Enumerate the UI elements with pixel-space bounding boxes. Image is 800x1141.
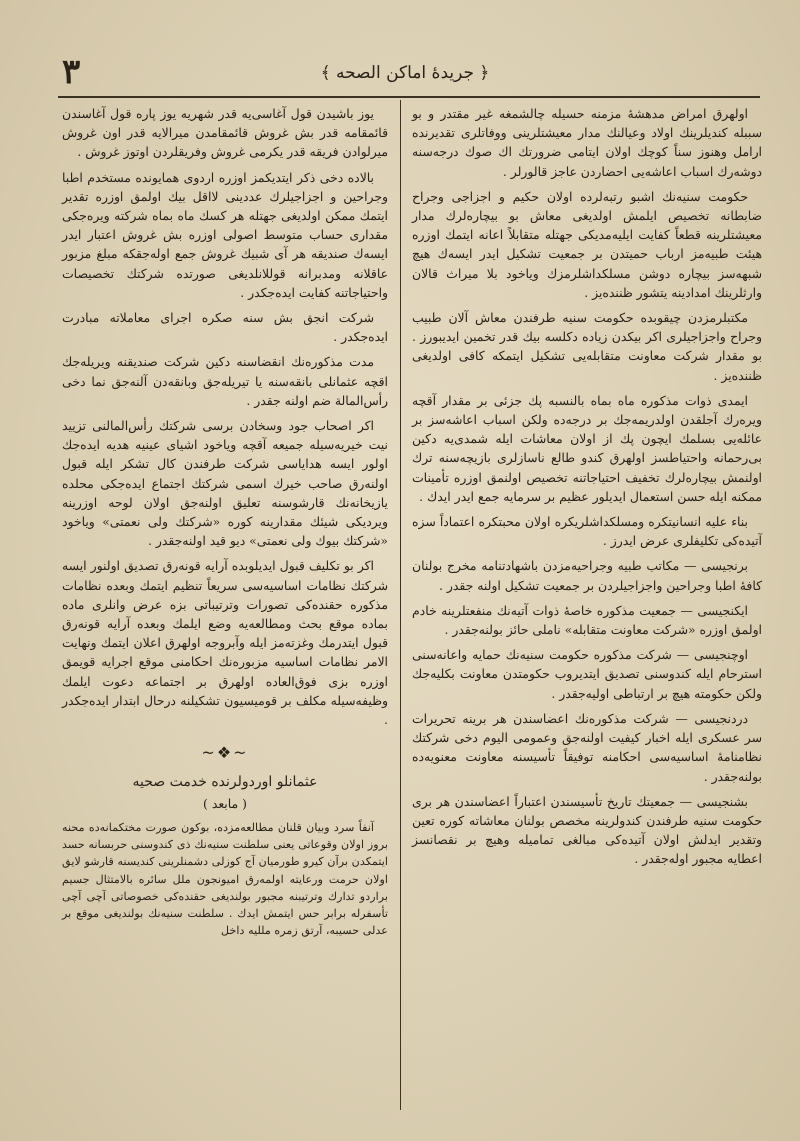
paragraph: مدت مذكوره‌نك انقضاسنه دكين شركت صنديقنه ويريله‌جك اقچه عثمانلى بانقه‌سنه يا تيريله‌جق وبانقه‌دن آلنه‌جق نما دخى رأس‌المالة ضم اولنه جقدر .	[62, 354, 388, 408]
section-subtitle: ( مابعد )	[203, 795, 247, 811]
section-body: آنفاً سرد وبيان قلنان مطالعه‌مزده، بوكون صورت مختكمانه‌ده محنه بروز اولان وقوعاتى يعنى سلطنت سنيه‌نك ذى كندوسنى حربسانه حسد ايتمكدن برآن كيرو طورميان آج كوزلى دشمنلرينى كنديسنه قارشو لايق اولان حرمت ورعايته اولمه‌رق اميونجون ملل سائره بالامتثال جسيم براردو تدارك وترتيبنه مجبور بولنديغى حقنده‌كى خصوصاتى آچى آچى تأسفرله برابر حس ايتمش ايدك . سلطنت سنيه‌نك بولنديغى موقع بر عدلى حسيبه، آرتق زمره ملليه داخل	[62, 820, 388, 938]
masthead-title: ﴿ جريدهٔ اماكن الصحه ﴾	[320, 63, 490, 83]
paragraph: اوچنجيسى — شركت مذكوره حكومت سنيه‌نك حمايه واعانه‌سنى استرحام ايله كندوسنى تصديق ايتديروب حكومتدن معاونت بكليه‌جك ولكن حكومته هيچ بر ارتباطى اوليه‌جقدر .	[412, 647, 762, 701]
paragraph: برنجيسى — مكاتب طبيه وجراحيه‌مزدن باشهادتنامه مخرج بولنان كافهٔ اطبا وجراحين واجزاجيلردن بر جمعيت تشكيل اولنه جقدر .	[412, 558, 762, 593]
column-divider	[400, 100, 401, 1110]
paragraph: اكر بو تكليف قبول ايديلوبده آرايه قونه‌رق تصديق اولنور ايسه شركتك نظامات اساسيه‌سى سريعاً تنظيم ايتمك وبعده نظامات مذكوره حقنده‌كى تصورات وترتيباتى بزه عرض وانلرى ماده بماده موقع بحث ومطالعه‌يه وضع ايلمك وبعده آرايه قونه‌رق قبول ايتدرمك وغزته‌مز ايله وآبروجه اولهرق اعلان ايتمك ونهايت الامر نظامات اساسيه مزبوره‌نك احكامنى موقع اجرايه قويمق اوزره بزى فوق‌العاده اولهرق بر اجتماعه دعوت ايلمك وظيفه‌سيله مكلف بر قوميسيون تشكيلنه درحال ابتدار ايده‌جكدر .	[62, 558, 388, 728]
paragraph: اولهرق امراض مدهشهٔ مزمنه حسيله چالشمغه غير مقتدر و بو سببله كنديلرينك اولاد وعيالنك مدار معيشتلرينى ووفاتلرى تقديرنده ارامل وهنوز سناً كوچك اولان ايتامى ضرورتك اك صوك درجه‌سنه دوشه‌رك اسباب اعاشه‌يى احضاردن عاجز قالورلر .	[412, 106, 762, 179]
paragraph: يوز باشيدن قول آغاسى‌يه قدر شهريه يوز پاره قول آغاسندن قائمقامه قدر بش غروش قائمقامدن ميرالايه قدر اون غروش ميرلوادن فريقه قدر يكرمى غروش وفريقلردن اوتوز غروش .	[62, 106, 388, 160]
paragraph: بناء عليه انسانيتكره ومسلكداشلريكره اولان محبتكره اعتماداً سزه آتيده‌كى تكليفلرى عرض ايدرز .	[412, 514, 762, 549]
page-header	[40, 52, 770, 94]
paragraph: مكتبلرمزدن چيقوبده حكومت سنيه طرفندن معاش آلان طبيب وجراح واجزاجيلرى اكر بيكدن زياده دكلسه بيك قدر تخمين ايديبورز . بو مقدار شركت معاونت متقابله‌يى تشكيل ايتمكه كافى اولديغى ظننده‌يز .	[412, 310, 762, 383]
paragraph: بشنجيسى — جمعيتك تاريخ تأسيسندن اعتباراً اعضاسندن هر برى حكومت سنيه طرفندن كندولرينه مخصص بولنان معاشاته كوره تعين وتقدير ايدلش اولان آتيده‌كى مبالغى تماميله وهيچ بر نقصانسز اعطايه مجبور اوله‌جقدر .	[412, 793, 762, 867]
paragraph: دردنجيسى — شركت مذكوره‌نك اعضاسندن هر برينه تحريرات سر عسكرى ايله اخبار كيفيت اولنه‌جق وعمومى اليوم دخى شركتك نظامنامهٔ اساسيه‌سى احكامنه توفيقاً تأسيسنه معاونت معنويه‌ده بولنه‌جقدر .	[412, 710, 762, 784]
ornamental-divider: ~❖~	[201, 743, 249, 763]
left-column	[62, 104, 388, 945]
paragraph: شركت انجق بش سنه صكره اجراى معاملاته مبادرت ايده‌جكدر .	[62, 310, 388, 345]
page-number: ٣	[62, 52, 81, 92]
paragraph: ايمدى ذوات مذكوره ماه بماه بالنسبه پك جزئى بر مقدار آقچه ويره‌رك آجلقدن اولدريمه‌جك بر درجه‌ده ولكن اسباب اعاشه‌سز بر عائله‌يى بسلمك ايچون پك از اولان معاشات ايله شمدى‌يه دكين بى‌رحمانه واحتياطسز اولهرق كندو طالع ناسازلرى بازيچه‌سنه ترك اولنمش بيچاره‌لرك تخفيف احتياجاتنه تخصيص اولنمق اوزره تأمينات ممكنه ايله حسن استعمال ايديلور عظيم بر سرمايه جمع ايدر ايدك .	[412, 392, 762, 504]
paragraph: ايكنجيسى — جمعيت مذكوره خاصهٔ ذوات آتيه‌نك منفعتلرينه خادم اولمق اوزره «شركت معاونت متقابله» ناملى حائز بولنه‌جقدر .	[412, 602, 762, 638]
header-rule	[58, 96, 760, 98]
paragraph: بالاده دخى ذكر ايتديكمز اوزره اردوى همايونده مستخدم اطبا وجراحين و اجزاجيلرك عددينى لااقل بيك اولمق اوزره تقدير ايتمك ممكن اولديغى جهتله هر كسك ماه بماه شركته ويره‌جكى مقدارى حساب متوسط اصولى اوزره بش غروش اعتبار ايدر ايسه‌ك صنديقه هر آى شبيك غروش جمع اوله‌جقكه مبلغ مزبور عاقلانه ومدبرانه قوللانلديغى صورتده شركتك تخصيصات واحتياجاتنه كفايت ايده‌جكدر .	[62, 169, 388, 300]
paragraph: حكومت سنيه‌نك اشبو رتبه‌لرده اولان حكيم و اجزاجى وجراح ضابطانه تخصيص ايلمش اولديغى معاش بو بيچاره‌لرك مدار معيشتلرينه قطعاً كفايت ايليه‌مديكى جهتله متقابلاً اعانه ايتمك اوزره هيئت طبيه‌مز ارباب حميتدن بر جمعيت تشكيل ايدر ايسه‌ك هيچ شبهه‌سز بيچاره دوشن مسلكداشلرمزك وياخود بلا ميراث قالان وارثلرينك امدادينه يتشور ظننده‌يز .	[412, 188, 762, 300]
paragraph: اكر اصحاب جود وسخادن برسى شركتك رأس‌المالنى تزييد نيت خيريه‌سيله جميعه آقچه وياخود اشياى عينيه هديه ايده‌جك اولور ايسه هداياسى شركت طرفندن كال تشكر ايله قبول اولنه‌رق صاحب خيرك اسمى شركتك اجتماع ايده‌جكى محلده يازيخانه‌نك قارشوسنه تعليق اولنه‌جق اولان لوحه اوزرينه ويرديكى شيئك مقدارينه كوره «شركتك ولى نعمتى» وياخود «شركتك بيوك ولى نعمتى» ديو قيد اولنه‌جقدر .	[62, 418, 388, 549]
section-title: عثمانلو اوردولرنده خدمت صحيه	[132, 773, 318, 790]
right-column	[412, 104, 762, 875]
